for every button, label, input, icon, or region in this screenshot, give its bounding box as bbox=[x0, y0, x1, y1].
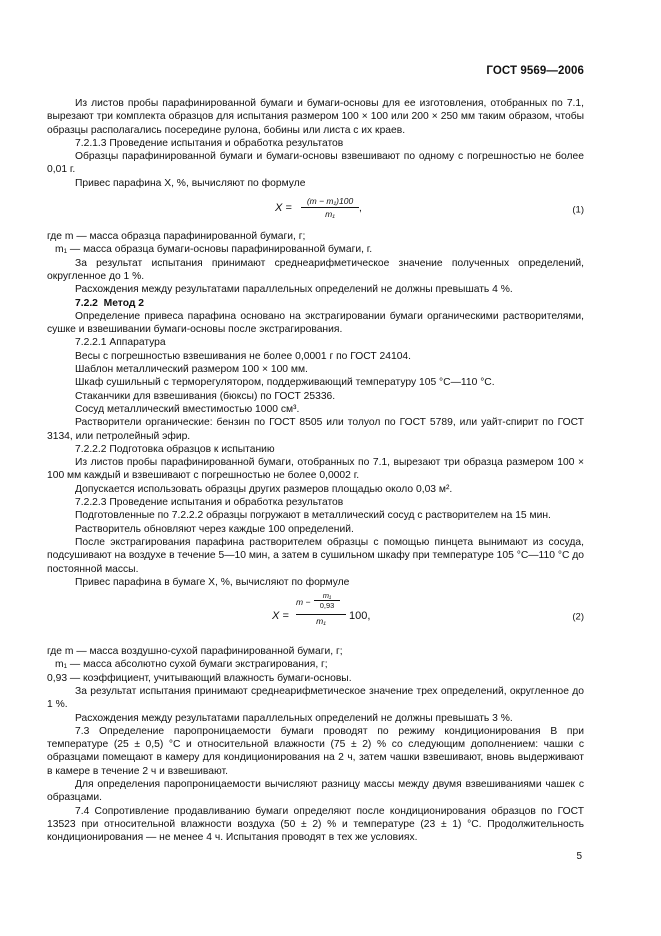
section-7-2-2-title: Метод 2 bbox=[103, 297, 144, 309]
paragraph-sample-cutting: Из листов пробы парафинированной бумаги и бумаги-основы для ее изготовления, отобранных по 7.1, вырезают три комплекта образцов для испытания размером 100 × 100 или 200 × 250 мм таким образом, чтобы образцы располагались посередине рулона, бобины или листа с их краев. bbox=[47, 98, 584, 136]
formula-2-numerator-m: m − bbox=[296, 597, 311, 608]
paragraph-7-3: 7.3 Определение паропроницаемости бумаги проводят по режиму кондиционирования В при температуре (25 ± 0,5) °С и относительной влажности (75 ± 2) % со следующим дополнением: чашки с образцами помещают в камеру для кондиционирования на 2 ч, затем чашки взвешивают, вновь выдерживают в камере в течение 2 ч и взвешивают. bbox=[47, 725, 584, 777]
paragraph-vapor-permeability: Для определения паропроницаемости вычисляют разницу массы между двумя взвешиваниями чашек с образцами. bbox=[47, 779, 584, 804]
paragraph-discrepancy-1: Расхождения между результатами параллельных определений не должны превышать 4 %. bbox=[75, 284, 513, 296]
apparatus-oven: Шкаф сушильный с терморегулятором, поддерживающий температуру 105 °C—110 °C. bbox=[75, 377, 495, 389]
section-7-2-2-3-heading: 7.2.2.3 Проведение испытания и обработка результатов bbox=[75, 497, 344, 509]
paragraph-method-2: Определение привеса парафина основано на экстрагировании бумаги органическими растворителями, сушке и взвешивании бумаги-основы после экстрагирования. bbox=[47, 310, 584, 336]
apparatus-template: Шаблон металлический размером 100 × 100 мм. bbox=[75, 364, 308, 376]
paragraph-solvent-renewal: Растворитель обновляют через каждые 100 определений. bbox=[75, 523, 354, 535]
where-m-definition-2: где m — масса воздушно-сухой парафинированной бумаги, г; bbox=[47, 646, 343, 658]
fraction-bar bbox=[296, 614, 346, 615]
where-m-definition: где m — масса образца парафинированной бумаги, г; bbox=[47, 231, 306, 243]
paragraph-result-1: За результат испытания принимают среднеарифметическое значение полученных определений, округленное до 1 %. bbox=[47, 257, 584, 282]
paragraph-7-4: 7.4 Сопротивление продавливанию бумаги определяют после кондиционирования образцов по ГОСТ 13523 при относительной влажности воздуха (50 ± 2) % и температуре (23 ± 1) °С. Продолжительность кондиционирования — не менее 4 ч. Испытания проводят в тех же условиях. bbox=[47, 805, 584, 844]
document-body bbox=[47, 97, 584, 845]
paragraph-formula-intro-2: Привес парафина в бумаге X, %, вычисляют по формуле bbox=[75, 576, 350, 588]
standard-header: ГОСТ 9569—2006 bbox=[486, 65, 584, 77]
paragraph-other-sizes: Допускается использовать образцы других размеров площадью около 0,03 м². bbox=[75, 483, 453, 495]
formula-1-lhs: X = bbox=[275, 202, 292, 215]
fraction-bar bbox=[301, 207, 359, 208]
formula-1-number: (1) bbox=[572, 204, 584, 216]
where-m1-definition: m₁ — масса образца бумаги-основы парафинированной бумаги, г. bbox=[55, 244, 373, 256]
section-7-2-2-1-heading: 7.2.2.1 Аппаратура bbox=[75, 337, 166, 349]
section-7-2-2-heading bbox=[47, 297, 584, 310]
apparatus-weighing-cups: Стаканчики для взвешивания (бюксы) по ГОСТ 25336. bbox=[75, 390, 336, 402]
paragraph-weighing: Образцы парафинированной бумаги и бумаги-основы взвешивают по одному с погрешностью не более 0,01 г. bbox=[47, 151, 584, 176]
paragraph-formula-intro-1: Привес парафина X, %, вычисляют по формуле bbox=[75, 177, 306, 189]
formula-1-comma: , bbox=[359, 203, 362, 215]
paragraph-discrepancy-2: Расхождения между результатами параллельных определений не должны превышать 3 %. bbox=[75, 712, 513, 724]
formula-2 bbox=[47, 589, 584, 645]
formula-1-denominator: m₁ bbox=[325, 209, 335, 220]
formula-1-fraction bbox=[301, 196, 359, 219]
paragraph-sample-prep: Из листов пробы парафинированной бумаги, отобранных по 7.1, вырезают три образца размером 100 × 100 мм каждый и взвешивают с погрешностью не более 0,0002 г. bbox=[47, 457, 584, 482]
section-7-2-2-2-heading: 7.2.2.2 Подготовка образцов к испытанию bbox=[75, 443, 275, 455]
section-7-2-2-number: 7.2.2 bbox=[75, 297, 98, 309]
where-m1-definition-2: m₁ — масса абсолютно сухой бумаги экстрагирования, г; bbox=[55, 659, 328, 671]
where-coefficient-definition: 0,93 — коэффициент, учитывающий влажность бумаги-основы. bbox=[47, 672, 352, 684]
formula-2-fraction bbox=[296, 591, 346, 626]
apparatus-vessel: Сосуд металлический вместимостью 1000 см³. bbox=[75, 403, 300, 415]
paragraph-immersion: Подготовленные по 7.2.2.2 образцы погружают в металлический сосуд с растворителем на 15 мин. bbox=[75, 510, 551, 522]
formula-2-numerator bbox=[296, 591, 346, 613]
formula-2-inner-numerator: m₁ bbox=[322, 591, 332, 601]
formula-2-multiplier: 100, bbox=[349, 610, 371, 623]
formula-2-denominator: m₁ bbox=[316, 616, 326, 627]
paragraph-result-2: За результат испытания принимают среднеарифметическое значение трех определений, округленное до 1 %. bbox=[47, 685, 584, 711]
page-number: 5 bbox=[576, 851, 582, 862]
formula-2-inner-denominator: 0,93 bbox=[319, 601, 335, 611]
apparatus-scales: Весы с погрешностью взвешивания не более 0,0001 г по ГОСТ 24104. bbox=[75, 350, 412, 362]
formula-1-numerator: (m − m₁)100 bbox=[306, 196, 354, 207]
apparatus-solvents: Растворители органические: бензин по ГОСТ 8505 или толуол по ГОСТ 5789, или уайт-спирит по ГОСТ 3134, или петролейный эфир. bbox=[47, 417, 584, 442]
section-7-2-1-3-heading: 7.2.1.3 Проведение испытания и обработка результатов bbox=[75, 137, 344, 149]
formula-1 bbox=[47, 190, 584, 230]
paragraph-drying: После экстрагирования парафина растворителем образцы с помощью пинцета вынимают из сосуда, подсушивают на воздухе в течение 5—10 мин, а затем в сушильном шкафу при температуре 105 °C—110 °C до постоянной массы. bbox=[47, 536, 584, 575]
formula-2-number: (2) bbox=[572, 611, 584, 623]
formula-2-inner-fraction bbox=[314, 591, 340, 610]
formula-2-lhs: X = bbox=[272, 610, 289, 623]
